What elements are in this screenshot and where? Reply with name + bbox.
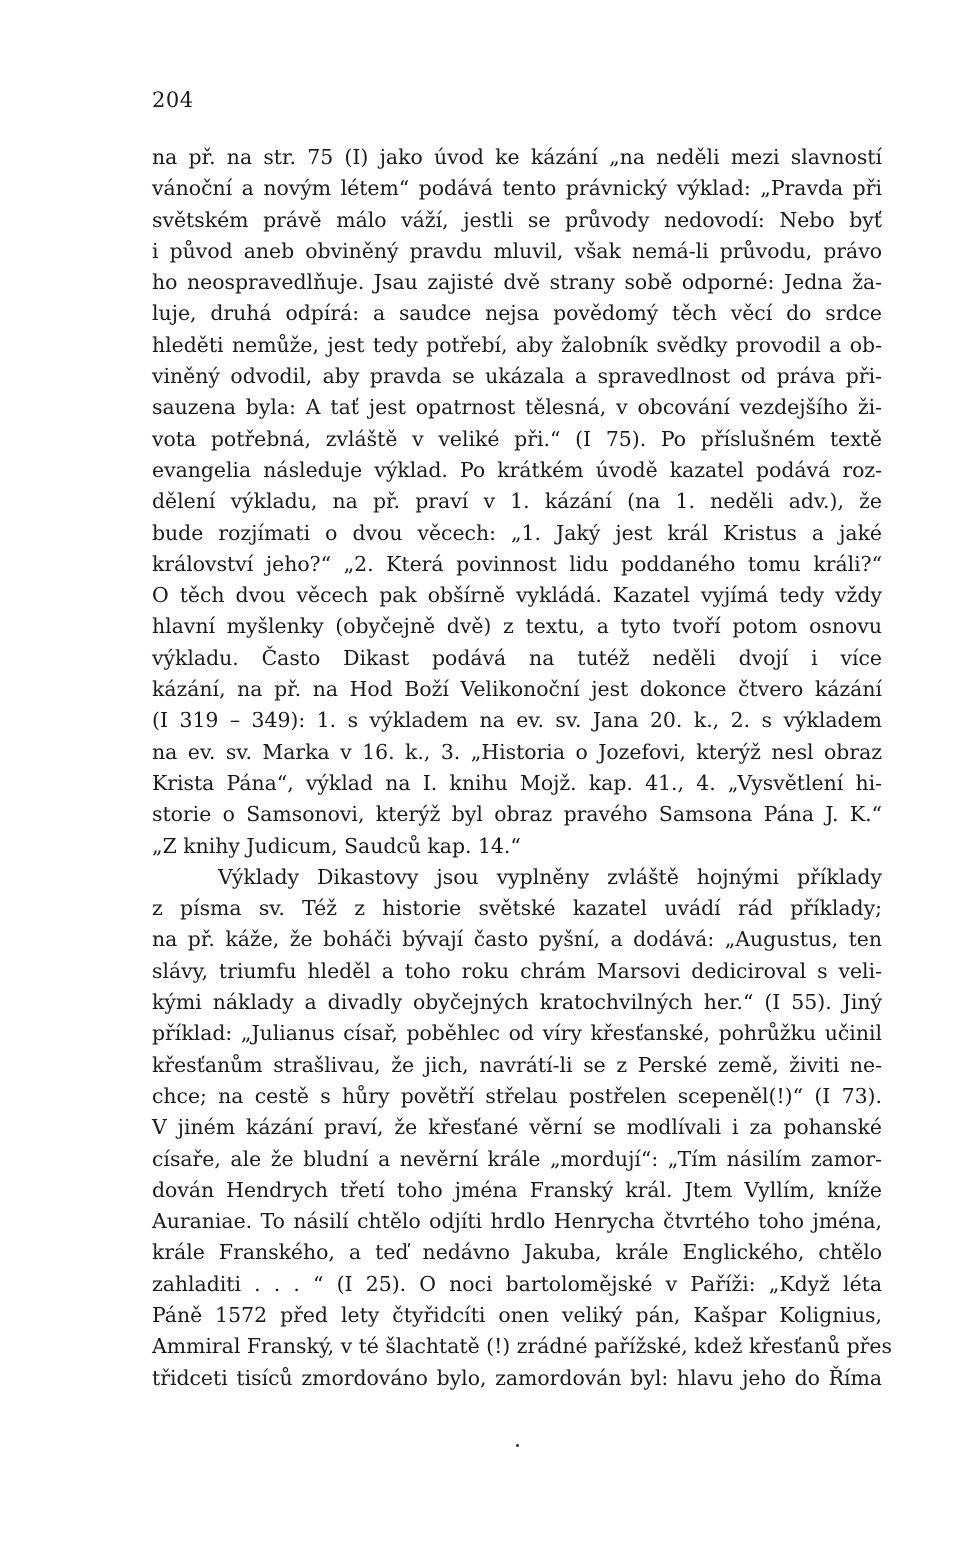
text-line: ho neospravedlňuje. Jsau zajisté dvě strany sobě odporné: Jedna ža- [152,270,882,295]
text-line: na ev. sv. Marka v 16. k., 3. „Historia o Jozefovi, kterýž nesl obraz [152,739,882,764]
text-line: třidceti tisíců zmordováno bylo, zamordován byl: hlavu jeho do Říma [152,1365,882,1390]
text-line: kými náklady a divadly obyčejných kratochvilných her.“ (I 55). Jiný [152,990,882,1015]
text-line: luje, druhá odpírá: a saudce nejsa povědomý těch věcí do srdce [152,301,882,326]
page-number: 204 [152,88,194,112]
text-line: Ammiral Franský, v té šlachtatě (!) zrádné pařížské, kdež křesťanů přes [152,1334,892,1359]
text-line: krále Franského, a teď nedávno Jakuba, krále Englického, chtělo [152,1240,882,1265]
text-line: na př. na str. 75 (I) jako úvod ke kázání „na neděli mezi slavností [152,145,882,169]
text-line: hleděti nemůže, jest tedy potřebí, aby žalobník svědky provodil a ob- [152,332,882,357]
text-line: slávy, triumfu hleděl a toho roku chrám Marsovi dediciroval s veli- [152,958,882,983]
text-line: království jeho?“ „2. Která povinnost lidu poddaného tomu králi?“ [152,551,882,576]
text-line: viněný odvodil, aby pravda se ukázala a spravedlnost od práva při- [152,364,882,389]
body-text [152,142,892,1394]
text-line: dován Hendrych třetí toho jména Franský král. Jtem Vyllím, kníže [152,1177,882,1202]
text-line: Auraniae. To násilí chtělo odjíti hrdlo Henrycha čtvrtého toho jména, [152,1209,882,1234]
text-line: vánoční a novým létem“ podává tento právnický výklad: „Pravda při [152,176,882,201]
text-line: na př. káže, že boháči bývají často pyšní, a dodává: „Augustus, ten [152,927,882,952]
text-line: kázání, na př. na Hod Boží Velikonoční jest dokonce čtvero kázání [152,677,882,702]
print-speck [516,1444,519,1447]
text-line: křesťanům strašlivau, že jich, navrátí-li se z Perské země, živiti ne- [152,1052,882,1077]
text-line: výkladu. Často Dikast podává na tutéž neděli dvojí i více [152,645,882,670]
text-line: dělení výkladu, na př. praví v 1. kázání (na 1. neděli adv.), že [152,489,882,514]
text-line: sauzena byla: A tať jest opatrnost tělesná, v obcování vezdejšího ži- [152,395,882,420]
text-line: Krista Pána“, výklad na I. knihu Mojž. kap. 41., 4. „Vysvětlení hi- [152,770,882,795]
text-line: chce; na cestě s hůry povětří střelau postřelen scepeněl(!)“ (I 73). [152,1083,882,1108]
text-line: císaře, ale že bludní a nevěrní krále „mordují“: „Tím násilím zamor- [152,1146,882,1171]
text-line: O těch dvou věcech pak obšírně vykládá. Kazatel vyjímá tedy vždy [152,583,882,608]
text-line: V jiném kázání praví, že křesťané věrní se modlívali i za pohanské [152,1115,882,1140]
text-line: hlavní myšlenky (obyčejně dvě) z textu, a tyto tvoří potom osnovu [152,614,882,639]
text-line: bude rozjímati o dvou věcech: „1. Jaký jest král Kristus a jaké [152,520,882,545]
text-line: zahladiti . . . “ (I 25). O noci bartolomějské v Paříži: „Když léta [152,1271,882,1296]
text-line: i původ aneb obviněný pravdu mluvil, však nemá-li průvodu, právo [152,238,882,263]
text-line: (I 319 – 349): 1. s výkladem na ev. sv. Jana 20. k., 2. s výkladem [152,708,882,733]
text-line: světském právě málo váží, jestli se průvody nedovodí: Nebo byť [152,207,882,232]
text-line: Páně 1572 před lety čtyřidcíti onen veliký pán, Kašpar Kolignius, [152,1302,882,1327]
text-line: evangelia následuje výklad. Po krátkém úvodě kazatel podává roz- [152,457,882,482]
text-line-paragraph-end: „Z knihy Judicum, Saudců kap. 14.“ [152,833,521,858]
text-line-paragraph-start: Výklady Dikastovy jsou vyplněny zvláště hojnými příklady [218,864,882,889]
text-line: příklad: „Julianus císař, poběhlec od víry křesťanské, pohrůžku učinil [152,1021,882,1046]
text-line: z písma sv. Též z historie světské kazatel uvádí rád příklady; [152,896,882,921]
text-line: vota potřebná, zvláště v veliké při.“ (I 75). Po příslušném textě [152,426,882,451]
text-line: storie o Samsonovi, kterýž byl obraz pravého Samsona Pána J. K.“ [152,802,882,827]
